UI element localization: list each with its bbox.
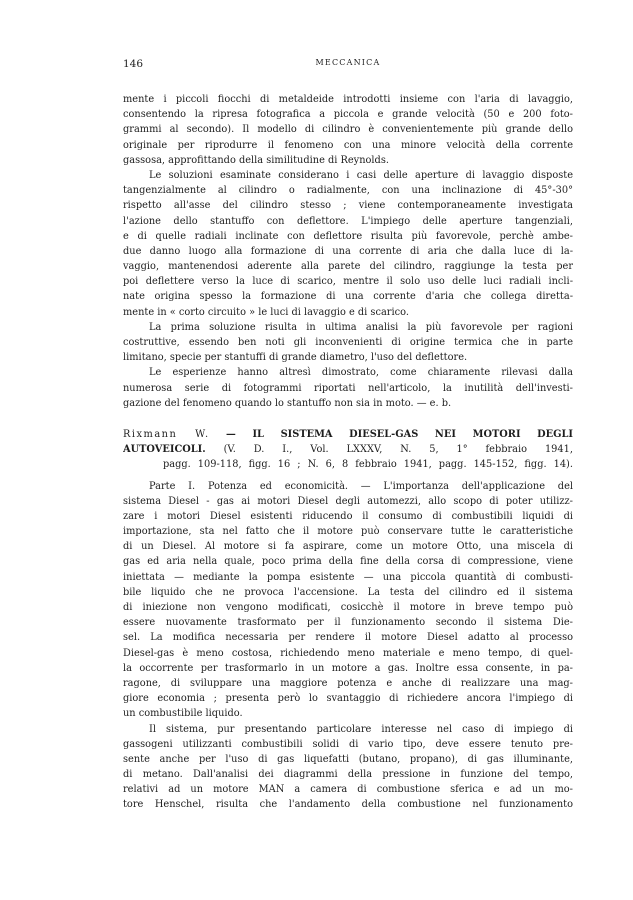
text-line: due danno luogo alla formazione di una corrente di aria che dalla luce di la- [123, 245, 573, 257]
text-line: la occorrente per trasformarlo in un motore a gas. Inoltre essa consente, in pa- [123, 662, 573, 674]
article-title: — IL SISTEMA DIESEL-GAS NEI MOTORI DEGLI [226, 428, 573, 440]
page-number: 146 [123, 58, 144, 70]
text-line: l'azione dello stantuffo con deflettore. L'impiego delle aperture tangenziali, [123, 215, 573, 227]
text-line: un combustibile liquido. [123, 708, 243, 720]
text-line: vaggio, mantenendosi aderente alla parete del cilindro, raggiunge la testa per [123, 261, 573, 273]
text-line: La prima soluzione risulta in ultima analisi la più favorevole per ragioni [149, 321, 573, 333]
text-line: Le soluzioni esaminate consideranо i casi delle aperture di lavaggio disposte [149, 169, 573, 181]
article-citation-continued: pagg. 109-118, figg. 16 ; N. 6, 8 febbraio 1941, pagg. 145-152, figg. 14). [163, 459, 573, 471]
paragraph-first-solution [123, 320, 573, 366]
article-heading [123, 427, 573, 473]
text-span: — L'importanza dell'applicazione del [348, 480, 573, 492]
paragraph-continuation [123, 92, 573, 168]
text-line: Le esperienze hanno altresì dimostrato, come chiaramente rilevasi dalla [149, 367, 573, 379]
text-line: originale per riprodurre il fenomeno con una minore velocità della corrente [123, 139, 573, 151]
paragraph-solutions [123, 168, 573, 320]
part-heading: Parte I. Potenza ed economicità. [149, 480, 349, 492]
text-line: gas ed aria nella quale, poco prima della fine della corsa di compressione, viene [123, 556, 573, 568]
text-line: limitano, specie per stantuffi di grande diametro, l'uso del deflettore. [123, 352, 468, 364]
article-citation: (V. D. I., Vol. LXXXV, N. 5, 1° febbraio 1941, [223, 444, 573, 456]
text-line: essere nuovamente trasformato per il funzionamento secondo il sistema Die- [123, 617, 573, 629]
text-line: Diesel-gas è meno costosa, richiedendo meno materiale e meno tempo, di quel- [123, 647, 573, 659]
text-line: sistema Diesel - gas ai motori Diesel degli automezzi, allo scopo di poter utilizz- [123, 495, 573, 507]
text-line: mente i piccoli fiocchi di metaldeide introdotti insieme con l'aria di lavaggio, [123, 94, 573, 105]
running-title: MECCANICA [315, 58, 381, 67]
text-line: Il sistema, pur presentando particolare interesse nel caso di impiego di [149, 723, 573, 735]
text-line: sel. La modifica necessaria per rendere il motore Diesel adatto al processo [123, 632, 573, 644]
text-line: numerosa serie di fotogrammi riportati nell'articolo, la inutilità dell'investi- [123, 382, 573, 394]
text-line: tangenzialmente al cilindro o radialmente, con una inclinazione di 45°-30° [123, 185, 573, 197]
text-line: gassosa, approfittando della similitudine di Reynolds. [123, 154, 389, 166]
text-line: di un Diesel. Al motore si fa aspirare, come un motore Otto, una miscela di [123, 541, 573, 553]
text-line: nate origina spesso la formazione di una corrente d'aria che collega diretta- [123, 291, 573, 303]
text-line: consentendo la ripresa fotografica a piccola e grande velocità (50 e 200 foto- [123, 109, 573, 121]
paragraph-part-one [123, 479, 573, 722]
text-line: rispetto all'asse del cilindro stesso ; viene contemporaneamente investigata [123, 200, 573, 212]
text-line: giore economia ; presenta però lo svantaggio di richiedere ancora l'impiego di [123, 693, 573, 705]
text-line: sente anche per l'uso di gas liquefatti (butano, propano), di gas illuminante, [123, 753, 573, 765]
text-line: grammi al secondo). Il modello di cilindro è convenientemente più grande dello [123, 124, 573, 136]
text-line: di iniezione non vengono modificati, cosicchè il motore in breve tempo può [123, 602, 573, 613]
text-line: bile liquido che ne provoca l'accensione. La testa del cilindro ed il sistema [123, 586, 573, 598]
text-line: mente in « corto circuito » le luci di lavaggio e di scarico. [123, 306, 409, 318]
article-author: Rixmann W. [123, 428, 210, 440]
text-line: tore Henschel, risulta che l'andamento della combustione nel funzionamento [123, 799, 573, 811]
text-line: relativi ad un motore MAN a camera di combustione sferica e ad un mo- [123, 784, 573, 796]
text-line: zare i motori Diesel esistenti riducendo il consumo di combustibili liquidi di [123, 510, 573, 522]
page-body [123, 92, 573, 813]
text-line: gazione del fenomeno quando lo stantuffo non sia in moto. — e. b. [123, 397, 452, 409]
text-line: gassogeni utilizzanti combustibili solidi di vario tipo, deve essere tenuto pre- [123, 738, 573, 750]
page-header [123, 58, 573, 72]
paragraph-experiences [123, 365, 573, 411]
text-line: e di quelle radiali inclinate con deflettore risulta più favorevole, perchè ambe- [123, 230, 573, 242]
article-title-continued: AUTOVEICOLI. [123, 444, 206, 456]
text-line: importazione, sta nel fatto che il motore può conservare tutte le caratteristiche [123, 526, 573, 538]
text-line: poi deflettere verso la luce di scarico, mentre il solo uso delle luci radiali incli- [123, 276, 573, 288]
text-line: ragone, di sviluppare una maggiore potenza e anche di realizzare una mag- [123, 677, 573, 689]
text-line: di metano. Dall'analisi dei diagrammi della pressione in funzione del tempo, [123, 769, 573, 781]
text-line: iniettata — mediante la pompa esistente — una piccola quantità di combusti- [123, 571, 573, 583]
section-gap [123, 411, 573, 427]
text-line: costruttive, essendo ben noti gli inconvenienti di origine termica che in parte [123, 337, 573, 348]
paragraph-system [123, 722, 573, 813]
